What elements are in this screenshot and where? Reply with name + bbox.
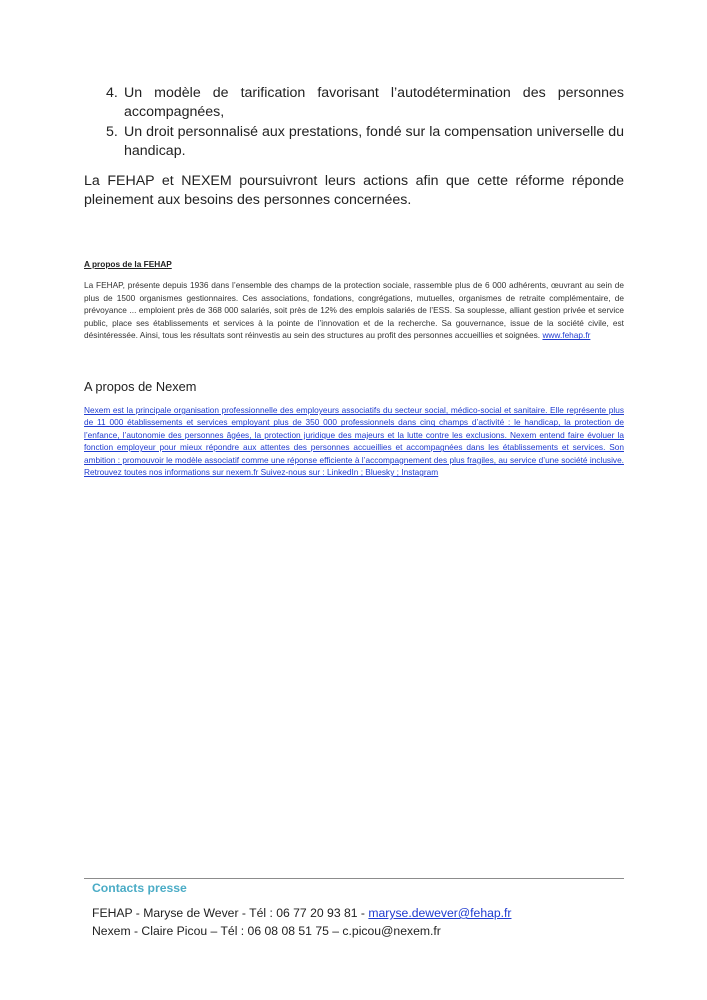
contacts-title: Contacts presse [92,881,187,895]
list-item-number: 5. [106,124,118,140]
fehap-description: La FEHAP, présente depuis 1936 dans l’ensemble des champs de la protection sociale, rassemble plus de 6 000 adhérents, œuvrant au sein de plus de 1500 organismes gestionnaires. Ces associations, fondations, congrégations, mutuelles, organismes de retraite complémentaire, de prévoyance ... emploient près de 368 000 salariés, soit près de 12% des emplois salariés de l’ESS. Sa souplesse, alliant gestion privée et service public, place ses établissements et services à la pointe de l’innovation et de la recherche. Sa gouvernance, issue de la société civile, est désintéressée. Ainsi, tous les résultats sont réinvestis au sein des structures au profit des personnes accueillies et soignées. [84,280,624,341]
fehap-website-link[interactable]: www.fehap.fr [542,330,591,341]
fehap-contact-line [92,906,511,920]
nexem-section-title: A propos de Nexem [84,379,197,394]
contacts-divider [84,878,624,879]
fehap-section-title: A propos de la FEHAP [84,259,172,269]
fehap-contact-email-link[interactable]: maryse.dewever@fehap.fr [368,906,512,920]
fehap-section-text [84,279,624,342]
list-item [84,84,624,122]
list-item [84,123,624,161]
list-item-number: 4. [106,85,118,101]
conclusion-paragraph: La FEHAP et NEXEM poursuivront leurs actions afin que cette réforme réponde pleinement aux besoins des personnes concernées. [84,173,624,208]
nexem-section-text [84,404,624,478]
nexem-description-link[interactable]: Nexem est la principale organisation professionnelle des employeurs associatifs du secteur social, médico-social et sanitaire. Elle représente plus de 11 000 établissements et services employant plus de 350 000 professionnels dans cinq champs d’activité : le handicap, la protection de l’enfance, l’autonomie des personnes âgées, la protection juridique des majeurs et la lutte contre les exclusions. Nexem entend faire évoluer la fonction employeur pour mieux répondre aux attentes des personnes accueillies et accompagnées dans les établissements et services. Son ambition : promouvoir le modèle associatif comme une réponse efficiente à l’accompagnement des plus fragiles, au service d’une société inclusive. Retrouvez toutes nos informations sur nexem.fr Suivez-nous sur : LinkedIn ; Bluesky ; Instagram [84,405,624,478]
numbered-list [84,84,624,161]
fehap-contact-text: FEHAP - Maryse de Wever - Tél : 06 77 20 93 81 - [92,906,369,920]
list-item-text: Un droit personnalisé aux prestations, fondé sur la compensation universelle du handicap. [124,124,625,159]
nexem-contact-line: Nexem - Claire Picou – Tél : 06 08 08 51 75 – c.picou@nexem.fr [92,924,441,938]
list-item-text: Un modèle de tarification favorisant l’autodétermination des personnes accompagnées, [124,85,624,120]
